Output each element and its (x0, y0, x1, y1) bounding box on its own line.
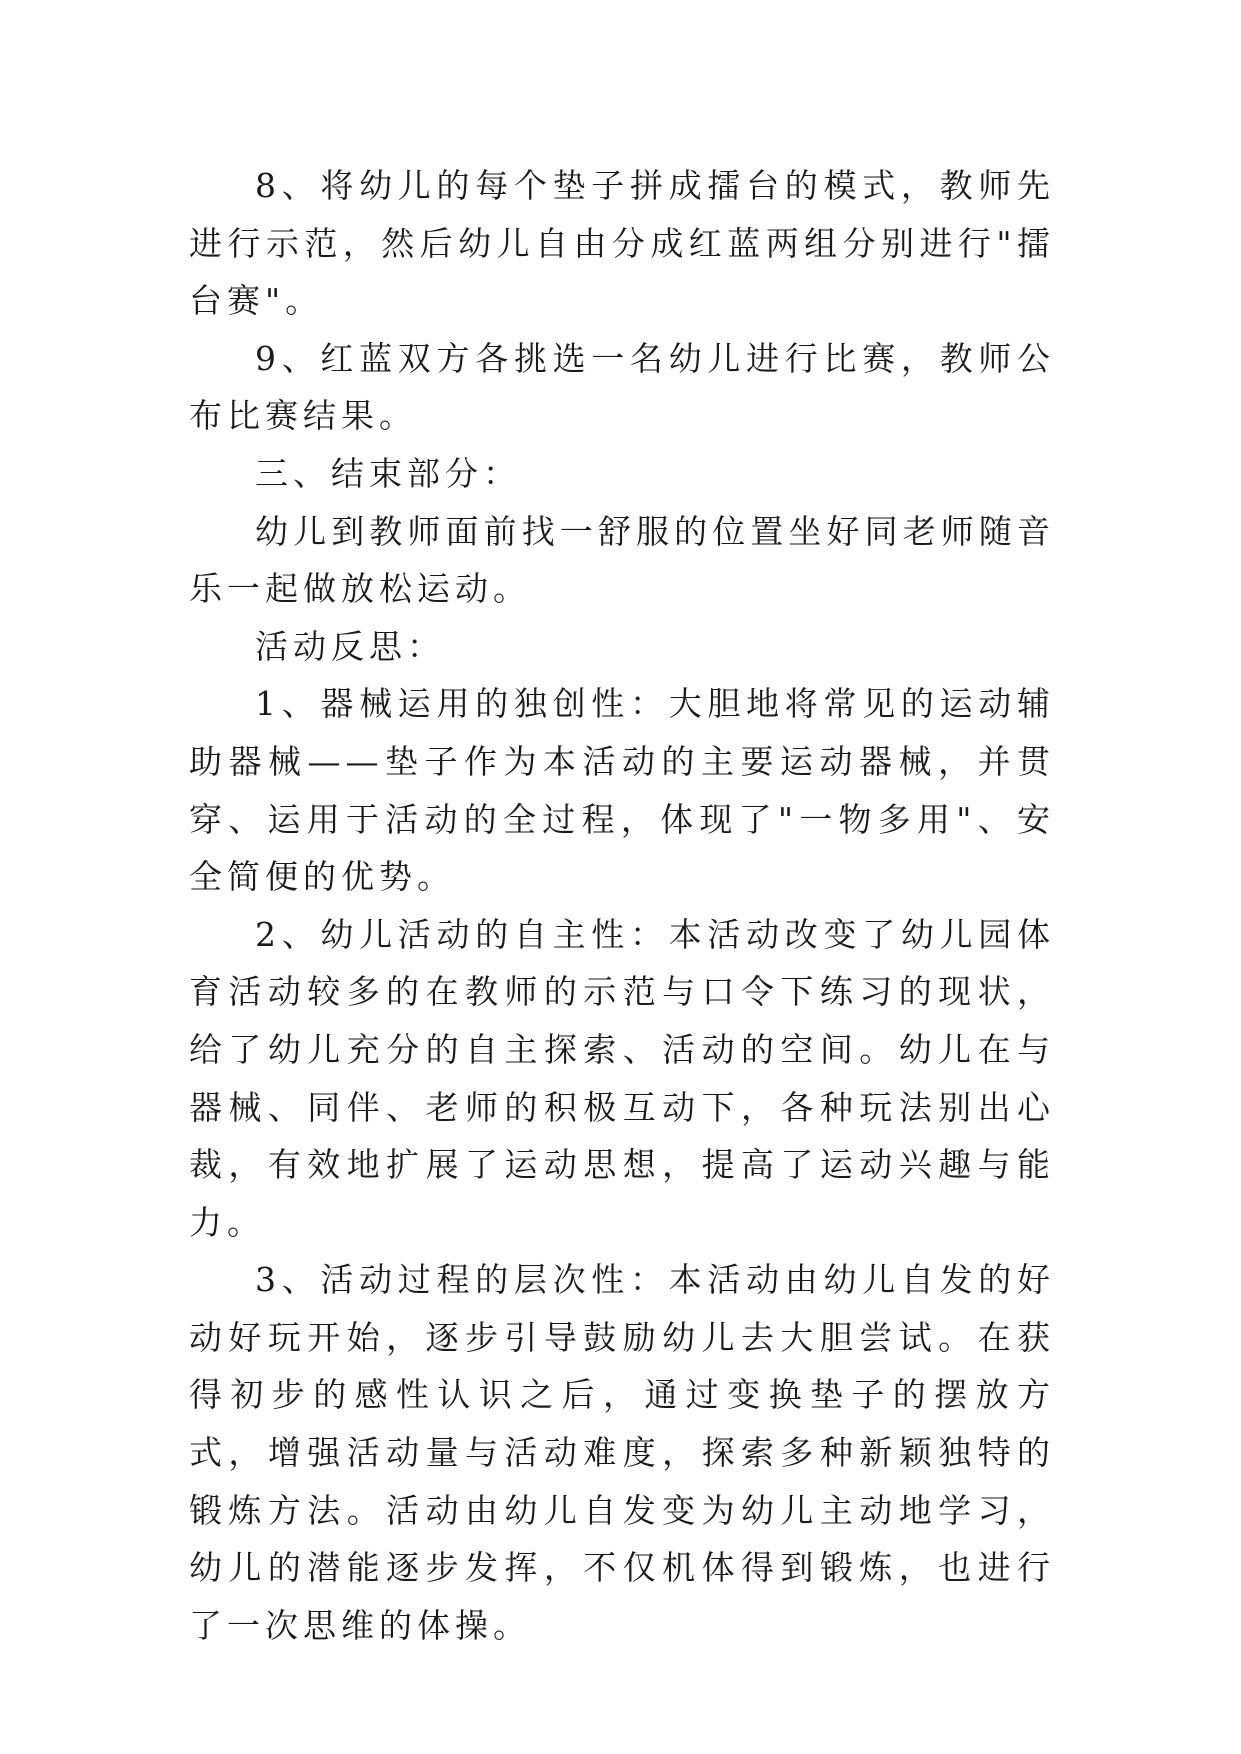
paragraph-reflection-2: 2、幼儿活动的自主性：本活动改变了幼儿园体育活动较多的在教师的示范与口令下练习的现状，给了幼儿充分的自主探索、活动的空间。幼儿在与器械、同伴、老师的积极互动下，各种玩法别出心裁，有效地扩展了运动思想，提高了运动兴趣与能力。 (189, 914, 1055, 1242)
paragraph-step-8: 8、将幼儿的每个垫子拼成擂台的模式，教师先进行示范，然后幼儿自由分成红蓝两组分别进行"擂台赛"。 (189, 166, 1055, 321)
paragraph-reflection-1: 1、器械运用的独创性：大胆地将常见的运动辅助器械——垫子作为本活动的主要运动器械，并贯穿、运用于活动的全过程，体现了"一物多用"、安全简便的优势。 (189, 684, 1055, 897)
document-body (189, 157, 1055, 1654)
section-heading-reflection: 活动反思： (255, 626, 445, 666)
section-heading-ending: 三、结束部分： (255, 453, 521, 493)
paragraph-reflection-3: 3、活动过程的层次性：本活动由幼儿自发的好动好玩开始，逐步引导鼓励幼儿去大胆尝试。在获得初步的感性认识之后，通过变换垫子的摆放方式，增强活动量与活动难度，探索多种新颖独特的锻炼方法。活动由幼儿自发变为幼儿主动地学习，幼儿的潜能逐步发挥，不仅机体得到锻炼，也进行了一次思维的体操。 (189, 1260, 1055, 1645)
paragraph-ending: 幼儿到教师面前找一舒服的位置坐好同老师随音乐一起做放松运动。 (189, 511, 1055, 609)
paragraph-step-9: 9、红蓝双方各挑选一名幼儿进行比赛，教师公布比赛结果。 (189, 338, 1055, 436)
